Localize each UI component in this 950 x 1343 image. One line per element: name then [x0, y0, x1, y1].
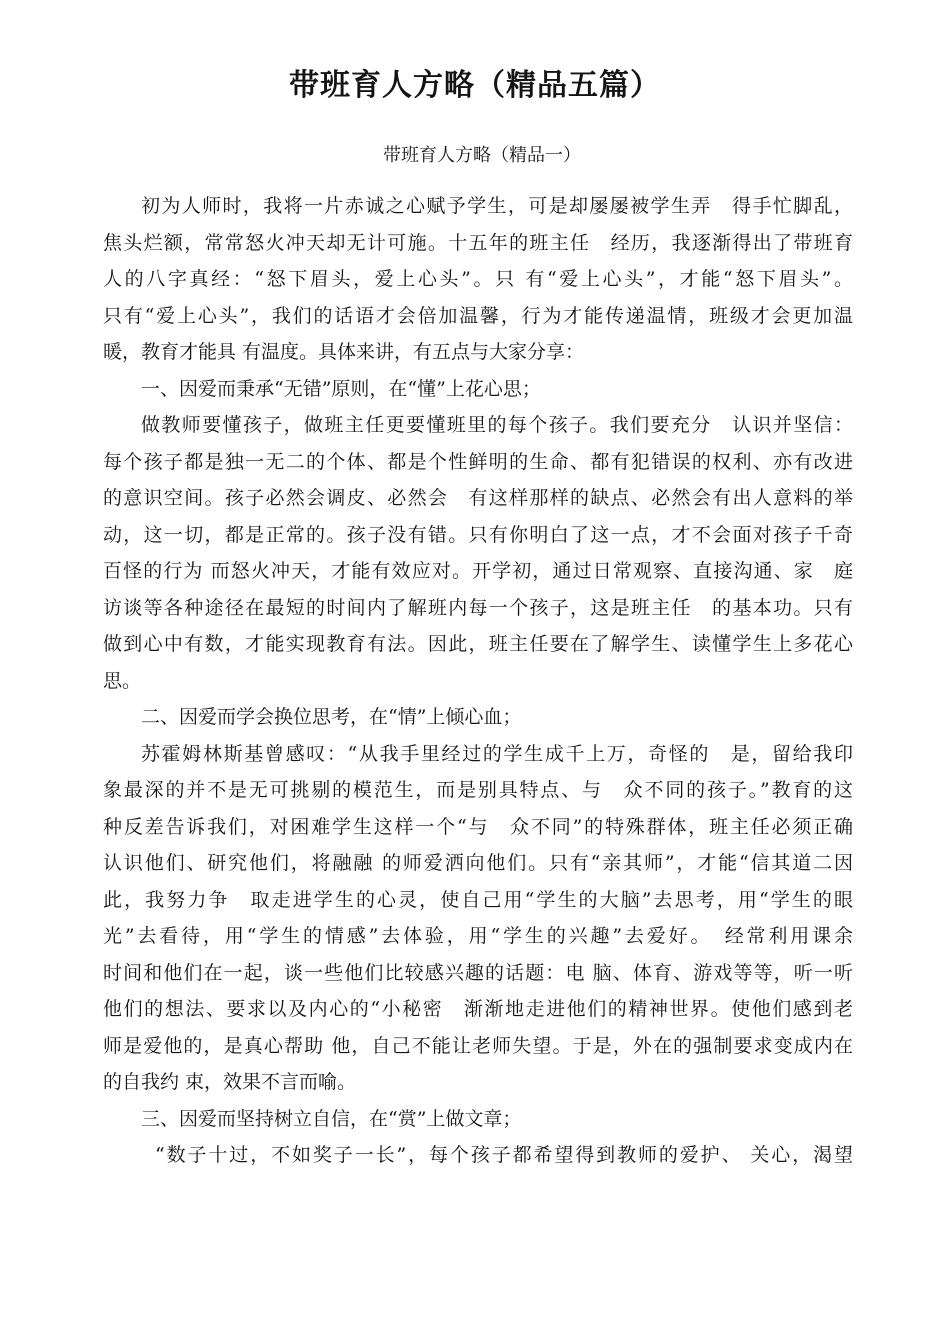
text-line: 思。 [103, 669, 142, 692]
text-line: 光”去看待，用“学生的情感”去体验，用“学生的兴趣”去爱好。 经常利用课余 [103, 925, 853, 947]
text-line: 的意识空间。孩子必然会调皮、必然会 有这样那样的缺点、必然会有出人意料的举 [103, 487, 853, 509]
text-line: 一、因爱而秉承“无错”原则，在“懂”上花心思； [141, 377, 541, 400]
text-line: 种反差告诉我们，对困难学生这样一个“与 众不同”的特殊群体，班主任必须正确 [103, 815, 853, 838]
text-line: 二、因爱而学会换位思考，在“情”上倾心血； [141, 706, 522, 728]
text-line: 动，这一切，都是正常的。孩子没有错。只有你明白了这一点，才不会面对孩子千奇 [103, 523, 853, 546]
text-line: 三、因爱而坚持树立自信，在“赏”上做文章； [141, 1107, 522, 1130]
text-line: 访谈等各种途径在最短的时间内了解班内每一个孩子，这是班主任 的基本功。只有 [103, 596, 853, 619]
text-line: 暖，教育才能具 有温度。具体来讲，有五点与大家分享： [103, 341, 585, 363]
text-line: 他们的想法、要求以及内心的“小秘密 渐渐地走进他们的精神世界。使他们感到老 [103, 998, 853, 1020]
text-line: 初为人师时，我将一片赤诚之心赋予学生，可是却屡屡被学生弄 得手忙脚乱， [141, 195, 853, 217]
text-line: 的自我约 束，效果不言而喻。 [103, 1071, 357, 1093]
text-line: 认识他们、研究他们，将融融 的师爱洒向他们。只有“亲其师”，才能“信其道二因 [103, 852, 853, 874]
text-line: 此，我努力争 取走进学生的心灵，使自己用“学生的大脑”去思考，用“学生的眼 [103, 888, 853, 911]
text-line: 百怪的行为 而怒火冲天，才能有效应对。开学初，通过日常观察、直接沟通、家 庭 [103, 560, 853, 582]
body-text [103, 188, 853, 1174]
section-subtitle: 带班育人方略（精品一） [383, 145, 581, 166]
document-title: 带班育人方略（精品五篇） [289, 68, 661, 103]
text-line: 苏霍姆林斯基曾感叹：“从我手里经过的学生成千上万，奇怪的 是，留给我印 [141, 742, 853, 765]
text-line: 做教师要懂孩子，做班主任更要懂班里的每个孩子。我们要充分 认识并坚信： [141, 414, 853, 436]
text-line: “数子十过，不如奖子一长”，每个孩子都希望得到教师的爱护、 关心，渴望 [155, 1144, 853, 1166]
text-line: 只有“爱上心头”，我们的话语才会倍加温馨，行为才能传递温情，班级才会更加温 [103, 304, 853, 327]
text-line: 时间和他们在一起，谈一些他们比较感兴趣的话题：电 脑、体育、游戏等等，听一听 [103, 961, 853, 984]
text-line: 每个孩子都是独一无二的个体、都是个性鲜明的生命、都有犯错误的权利、亦有改进 [103, 450, 853, 473]
text-line: 做到心中有数，才能实现教育有法。因此，班主任要在了解学生、读懂学生上多花心 [103, 633, 853, 655]
text-line: 人的八字真经：“怒下眉头，爱上心头”。只 有“爱上心头”，才能“怒下眉头”。 [103, 268, 853, 290]
text-line: 焦头烂额，常常怒火冲天却无计可施。十五年的班主任 经历，我逐渐得出了带班育 [103, 231, 853, 254]
text-line: 象最深的并不是无可挑剔的模范生，而是别具特点、与 众不同的孩子。”教育的这 [103, 779, 853, 801]
text-line: 师是爱他的，是真心帮助 他，自己不能让老师失望。于是，外在的强制要求变成内在 [103, 1034, 853, 1057]
